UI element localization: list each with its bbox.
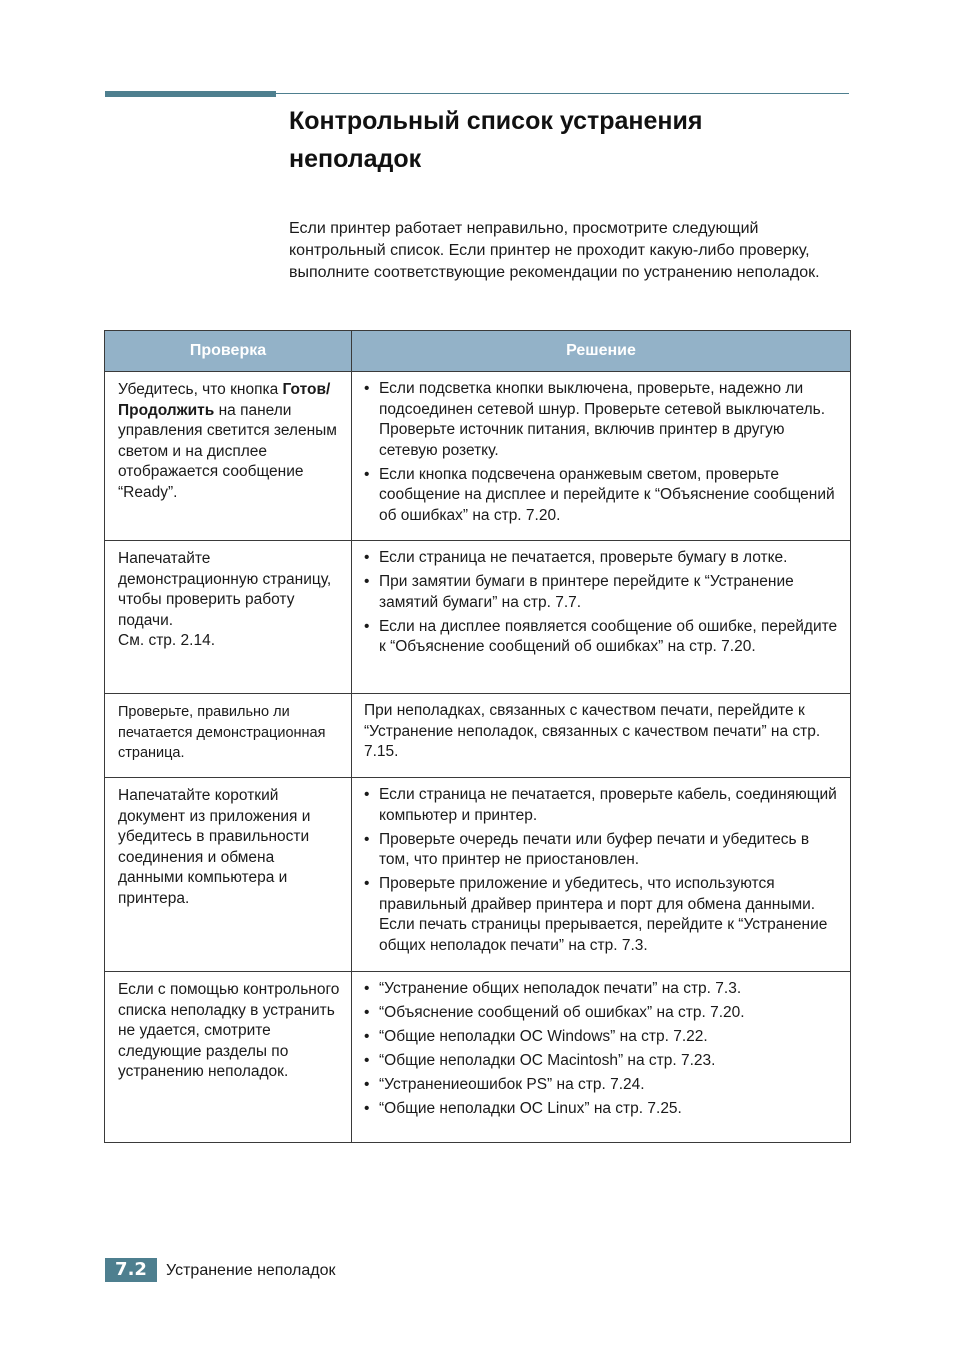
solution-cell: При неполадках, связанных с качеством печати, перейдите к “Устранение неполадок, связанных с качеством печати” на стр. 7.15. <box>352 694 851 778</box>
list-item: • “Устранениеошибок PS” на стр. 7.24. <box>364 1075 840 1096</box>
list-item: • Если на дисплее появляется сообщение об ошибке, перейдите к “Объяснение сообщений об ошибках” на стр. 7.20. <box>364 617 840 658</box>
list-item: • При замятии бумаги в принтере перейдите к “Устранение замятий бумаги” на стр. 7.7. <box>364 572 840 613</box>
check-text: Убедитесь, что кнопка <box>118 381 283 398</box>
list-item: • Если подсветка кнопки выключена, проверьте, надежно ли подсоединен сетевой шнур. Проверьте сетевой выключатель. Проверьте источник питания, включив принтер в другую сетевую розетку. <box>364 379 840 461</box>
solution-cell <box>352 972 851 1143</box>
solution-list <box>364 379 840 526</box>
column-header-solution: Решение <box>352 331 851 372</box>
list-item: • “Общие неполадки ОС Windows” на стр. 7.22. <box>364 1027 840 1048</box>
check-text: Напечатайте демонстрационную страницу, чтобы проверить работу подачи. <box>118 550 332 629</box>
table-row <box>105 541 851 694</box>
solution-cell <box>352 541 851 694</box>
check-cell: Если с помощью контрольного списка неполадку в устранить не удается, смотрите следующие разделы по устранению неполадок. <box>105 972 352 1143</box>
list-item: • Проверьте приложение и убедитесь, что используются правильный драйвер принтера и порт для обмена данными. Если печать страницы прерывается, перейдите к “Устранение общих неполадок печати” на стр. 7.3. <box>364 874 840 956</box>
column-header-check: Проверка <box>105 331 352 372</box>
intro-paragraph: Если принтер работает неправильно, просмотрите следующий контрольный список. Если принтер не проходит какую-либо проверку, выполните соответствующие рекомендации по устранению неполадок. <box>289 220 820 281</box>
troubleshooting-checklist-table <box>104 330 851 1143</box>
page-number-badge: 7.2 <box>105 1258 157 1282</box>
page-title: Контрольный список устранения неполадок <box>289 107 703 173</box>
check-cell <box>105 372 352 541</box>
solution-cell <box>352 778 851 972</box>
ready-continue-button-name: Готов/Продолжить <box>118 381 331 419</box>
table-row <box>105 694 851 778</box>
list-item: • “Общие неполадки ОС Macintosh” на стр. 7.23. <box>364 1051 840 1072</box>
check-text-cont: на панели управления светится зеленым светом и на дисплее отображается сообщение “Ready”. <box>118 401 337 501</box>
page-reference: См. стр. 2.14. <box>118 632 216 649</box>
footer-section-title: Устранение неполадок <box>166 1262 336 1279</box>
table-row <box>105 372 851 541</box>
check-cell <box>105 541 352 694</box>
table-row <box>105 972 851 1143</box>
table-row <box>105 778 851 972</box>
solution-list <box>364 785 840 956</box>
list-item: • “Устранение общих неполадок печати” на стр. 7.3. <box>364 979 840 1000</box>
list-item: • “Объяснение сообщений об ошибках” на стр. 7.20. <box>364 1003 840 1024</box>
list-item: • Если страница не печатается, проверьте кабель, соединяющий компьютер и принтер. <box>364 785 840 826</box>
check-cell: Проверьте, правильно ли печатается демонстрационная страница. <box>105 694 352 778</box>
solution-list <box>364 979 840 1120</box>
check-cell: Напечатайте короткий документ из приложения и убедитесь в правильности соединения и обмена данными компьютера и принтера. <box>105 778 352 972</box>
list-item: • Если страница не печатается, проверьте бумагу в лотке. <box>364 548 840 569</box>
header-rule <box>276 93 849 94</box>
solution-list <box>364 548 840 658</box>
list-item: • “Общие неполадки ОС Linux” на стр. 7.25. <box>364 1099 840 1120</box>
table-header-row <box>105 331 851 372</box>
solution-cell <box>352 372 851 541</box>
list-item: • Если кнопка подсвечена оранжевым светом, проверьте сообщение на дисплее и перейдите к “Объяснение сообщений об ошибках” на стр. 7.20. <box>364 465 840 527</box>
header-accent-bar <box>105 91 276 97</box>
list-item: • Проверьте очередь печати или буфер печати и убедитесь в том, что принтер не приостановлен. <box>364 830 840 871</box>
